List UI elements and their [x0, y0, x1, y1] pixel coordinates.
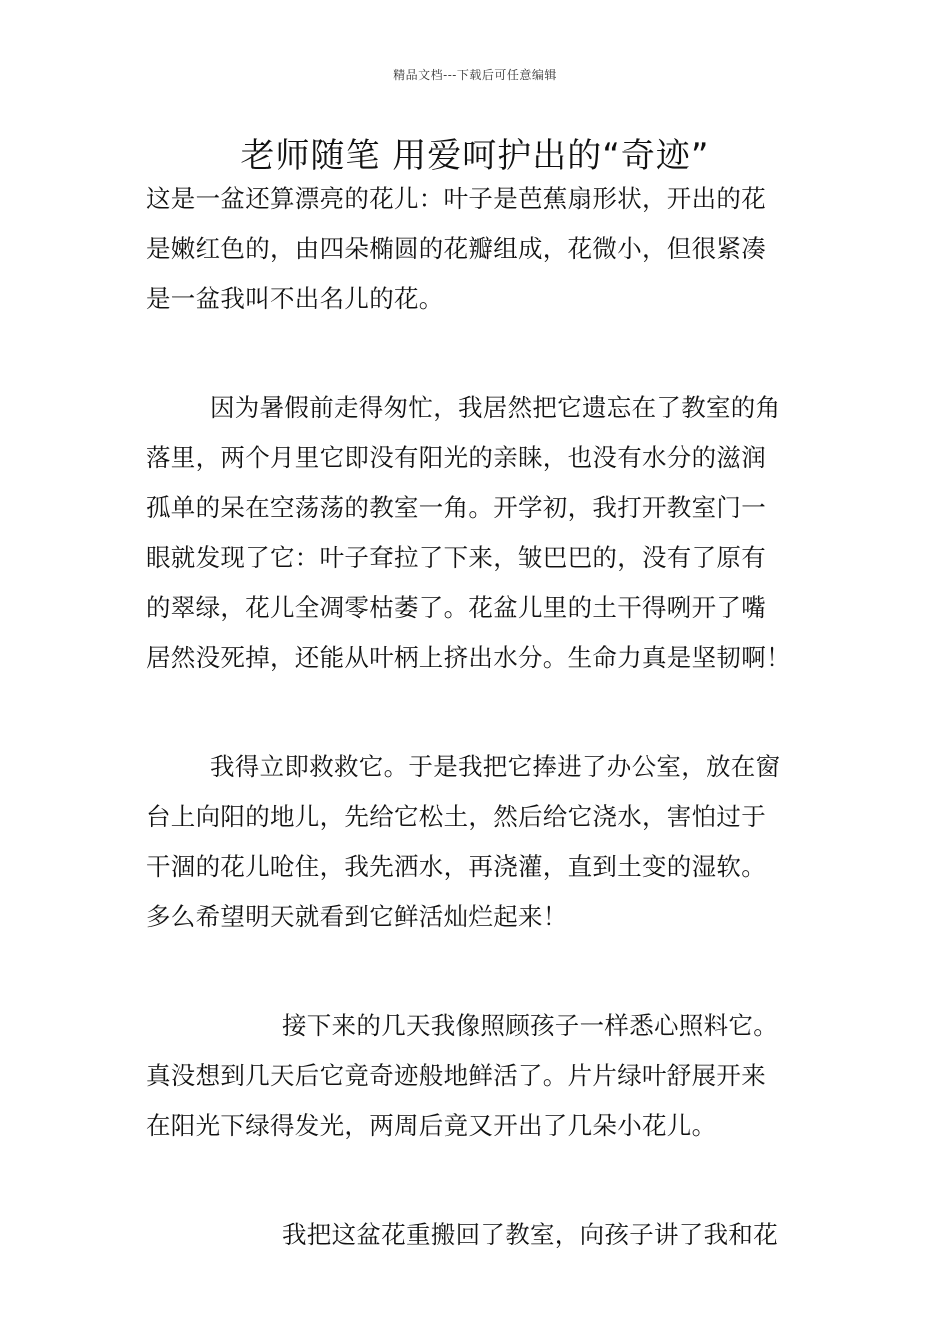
paragraph [146, 1001, 810, 1151]
paragraph [146, 383, 810, 683]
paragraph [146, 174, 810, 324]
text-line: 真没想到几天后它竟奇迹般地鲜活了。片片绿叶舒展开来 [146, 1061, 766, 1090]
text-line: 眼就发现了它：叶子耷拉了下来，皱巴巴的，没有了原有 [146, 543, 766, 572]
paragraph-gap [146, 683, 810, 742]
paragraph [146, 1210, 810, 1260]
document-title: 老师随笔 用爱呵护出的“奇迹” [240, 136, 710, 176]
paragraph-gap [146, 942, 810, 1001]
text-line: 多么希望明天就看到它鲜活灿烂起来！ [146, 902, 568, 931]
header-note: 精品文档---下载后可任意编辑 [393, 68, 557, 82]
paragraph-gap [146, 324, 810, 383]
text-line: 我得立即救救它。于是我把它捧进了办公室，放在窗 [210, 752, 781, 781]
text-line: 干涸的花儿呛住，我先洒水，再浇灌，直到土变的湿软。 [146, 852, 766, 881]
text-line: 接下来的几天我像照顾孩子一样悉心照料它。 [282, 1011, 778, 1040]
text-line: 我把这盆花重搬回了教室，向孩子讲了我和花 [282, 1220, 778, 1249]
text-line: 的翠绿，花儿全凋零枯萎了。花盆儿里的土干得咧开了嘴 [146, 593, 766, 622]
document-body [146, 174, 810, 1260]
text-line: 在阳光下绿得发光，两周后竟又开出了几朵小花儿。 [146, 1111, 717, 1140]
text-line: 落里，两个月里它即没有阳光的亲睐，也没有水分的滋润 [146, 443, 766, 472]
text-line: 因为暑假前走得匆忙，我居然把它遗忘在了教室的角 [210, 393, 781, 422]
paragraph-gap [146, 1151, 810, 1210]
text-line: 居然没死掉，还能从叶柄上挤出水分。生命力真是坚韧啊！ [146, 643, 791, 672]
text-line: 是嫩红色的，由四朵椭圆的花瓣组成，花微小，但很紧凑 [146, 234, 766, 263]
text-line: 台上向阳的地儿，先给它松土，然后给它浇水，害怕过于 [146, 802, 766, 831]
paragraph [146, 742, 810, 942]
text-line: 这是一盆还算漂亮的花儿：叶子是芭蕉扇形状，开出的花 [146, 184, 766, 213]
text-line: 是一盆我叫不出名儿的花。 [146, 284, 444, 313]
text-line: 孤单的呆在空荡荡的教室一角。开学初，我打开教室门一 [146, 493, 766, 522]
